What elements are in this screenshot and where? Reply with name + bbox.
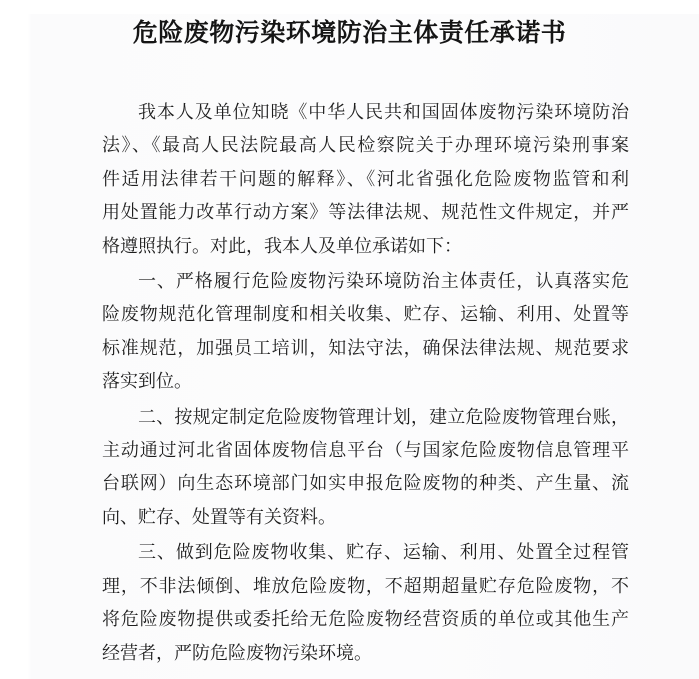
document-body: [102, 96, 629, 670]
text-line: 理，不非法倾倒、堆放危险废物，不超期超量贮存危险废物，不: [102, 575, 629, 596]
text-line: 险废物规范化管理制度和相关收集、贮存、运输、利用、处置等: [102, 304, 629, 325]
text-line: 二、按规定制定危险废物管理计划，建立危险废物管理台账，: [138, 406, 629, 427]
document-title: 危险废物污染环境防治主体责任承诺书: [132, 20, 567, 47]
text-line: 三、做到危险废物收集、贮存、运输、利用、处置全过程管: [138, 542, 629, 563]
text-line: 落实到位。: [102, 371, 192, 392]
text-line: 我本人及单位知晓《中华人民共和国固体废物污染环境防治: [138, 102, 629, 122]
document-page: [0, 14, 699, 679]
text-line: 经营者，严防危险废物污染环境。: [102, 642, 372, 663]
text-line: 台联网）向生态环境部门如实申报危险废物的种类、产生量、流: [102, 473, 629, 494]
text-line: 标准规范，加强员工培训，知法守法，确保法律法规、规范要求: [102, 337, 629, 358]
text-line: 件适用法律若干问题的解释》、《河北省强化危险废物监管和利: [102, 168, 629, 189]
text-line: 主动通过河北省固体废物信息平台（与国家危险废物信息管理平: [102, 440, 629, 461]
paragraph: [102, 401, 629, 535]
text-line: 格遵照执行。对此，我本人及单位承诺如下：: [102, 235, 462, 256]
text-line: 向、贮存、处置等有关资料。: [102, 506, 336, 527]
paragraph: [102, 536, 629, 670]
text-line: 一、严格履行危险废物污染环境防治主体责任，认真落实危: [138, 271, 629, 292]
paragraph: [102, 96, 629, 263]
text-line: 用处置能力改革行动方案》等法律法规、规范性文件规定，并严: [102, 202, 629, 223]
text-line: 将危险废物提供或委托给无危险废物经营资质的单位或其他生产: [102, 609, 629, 630]
paragraph: [102, 265, 629, 399]
text-line: 法》、《最高人民法院最高人民检察院关于办理环境污染刑事案: [102, 135, 629, 156]
